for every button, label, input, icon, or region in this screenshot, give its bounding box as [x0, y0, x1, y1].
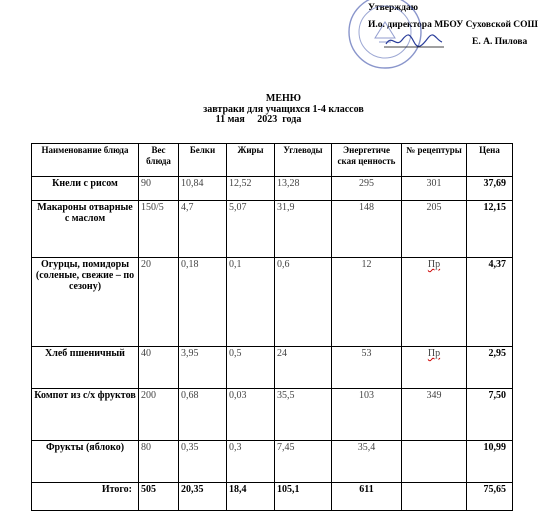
dish-carbs: 0,6 — [275, 258, 332, 347]
header-carbs: Углеводы — [275, 144, 332, 177]
dish-carbs: 24 — [275, 347, 332, 389]
total-carbs: 105,1 — [275, 483, 332, 511]
dish-recipe: Пр — [427, 348, 441, 359]
dish-weight: 150/5 — [139, 201, 179, 258]
dish-price: 2,95 — [467, 347, 513, 389]
dish-price: 37,69 — [467, 177, 513, 201]
dish-name: Компот из с/х фруктов — [32, 389, 139, 441]
approval-line-3: Е. А. Пилова — [472, 37, 528, 47]
title-line-3: 11 мая 2023 года — [215, 114, 302, 125]
dish-protein: 10,84 — [179, 177, 227, 201]
dish-recipe — [402, 441, 467, 483]
total-recipe — [402, 483, 467, 511]
dish-energy: 35,4 — [332, 441, 402, 483]
dish-energy: 148 — [332, 201, 402, 258]
dish-energy: 103 — [332, 389, 402, 441]
dish-energy: 12 — [332, 258, 402, 347]
header-price: Цена — [467, 144, 513, 177]
header-name: Наименование блюда — [32, 144, 139, 177]
document-title — [0, 94, 539, 126]
dish-price: 12,15 — [467, 201, 513, 258]
dish-protein: 4,7 — [179, 201, 227, 258]
dish-fat: 5,07 — [227, 201, 275, 258]
dish-price: 4,37 — [467, 258, 513, 347]
dish-protein: 0,18 — [179, 258, 227, 347]
dish-energy: 295 — [332, 177, 402, 201]
dish-fat: 0,3 — [227, 441, 275, 483]
approval-line-1: Утверждаю — [368, 3, 418, 13]
dish-carbs: 31,9 — [275, 201, 332, 258]
table-row — [32, 201, 513, 258]
dish-fat: 0,1 — [227, 258, 275, 347]
total-price: 75,65 — [467, 483, 513, 511]
dish-recipe: Пр — [427, 259, 441, 270]
dish-fat: 0,03 — [227, 389, 275, 441]
signature-image — [384, 30, 444, 52]
total-label: Итого: — [32, 483, 139, 511]
dish-weight: 20 — [139, 258, 179, 347]
dish-weight: 200 — [139, 389, 179, 441]
table-row — [32, 177, 513, 201]
dish-protein: 0,68 — [179, 389, 227, 441]
title-line-1: МЕНЮ — [265, 93, 302, 104]
table-row — [32, 441, 513, 483]
total-protein: 20,35 — [179, 483, 227, 511]
dish-name: Кнели с рисом — [32, 177, 139, 201]
dish-recipe: 301 — [402, 177, 467, 201]
total-fat: 18,4 — [227, 483, 275, 511]
dish-weight: 80 — [139, 441, 179, 483]
header-protein: Белки — [179, 144, 227, 177]
total-weight: 505 — [139, 483, 179, 511]
dish-name: Фрукты (яблоко) — [32, 441, 139, 483]
dish-protein: 0,35 — [179, 441, 227, 483]
table-total-row — [32, 483, 513, 511]
dish-name: Макароны отварные с маслом — [32, 201, 139, 258]
total-energy: 611 — [332, 483, 402, 511]
dish-name: Огурцы, помидоры (соленые, свежие – по сезону) — [32, 258, 139, 347]
dish-energy: 53 — [332, 347, 402, 389]
table-row — [32, 389, 513, 441]
dish-price: 10,99 — [467, 441, 513, 483]
dish-name: Хлеб пшеничный — [32, 347, 139, 389]
table-row — [32, 258, 513, 347]
menu-table — [31, 143, 513, 511]
dish-recipe: 205 — [402, 201, 467, 258]
dish-weight: 90 — [139, 177, 179, 201]
header-fat: Жиры — [227, 144, 275, 177]
dish-fat: 0,5 — [227, 347, 275, 389]
dish-carbs: 35,5 — [275, 389, 332, 441]
table-row — [32, 347, 513, 389]
dish-carbs: 7,45 — [275, 441, 332, 483]
header-weight: Вес блюда — [139, 144, 179, 177]
dish-price: 7,50 — [467, 389, 513, 441]
dish-fat: 12,52 — [227, 177, 275, 201]
dish-weight: 40 — [139, 347, 179, 389]
table-header-row — [32, 144, 513, 177]
header-recipe: № рецептуры — [402, 144, 467, 177]
dish-carbs: 13,28 — [275, 177, 332, 201]
header-energy: Энергетиче ская ценность — [332, 144, 402, 177]
title-line-2: завтраки для учащихся 1-4 классов — [203, 103, 364, 115]
dish-recipe: 349 — [402, 389, 467, 441]
dish-protein: 3,95 — [179, 347, 227, 389]
approval-line-2: И.о. директора МБОУ Суховской СОШ — [368, 20, 538, 30]
